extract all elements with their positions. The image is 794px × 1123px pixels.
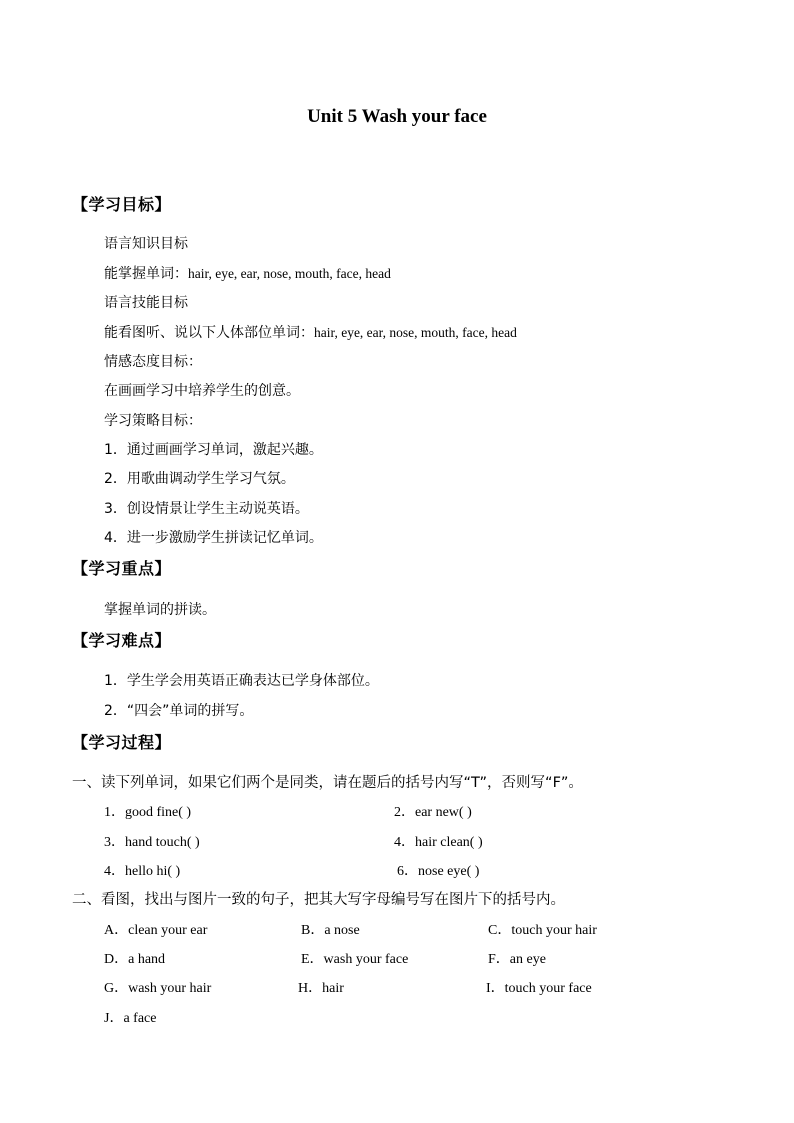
exercise2-option: G．wash your hair — [104, 981, 212, 996]
key-points-text: 掌握单词的拼读。 — [104, 602, 216, 618]
difficulties-heading: 【学习难点】 — [72, 631, 172, 650]
key-points-heading: 【学习重点】 — [72, 559, 172, 578]
exercise2-option: D．a hand — [104, 952, 166, 967]
strategy-item: 1．通过画画学习单词，激起兴趣。 — [104, 442, 323, 458]
exercise1-item: 3．hand touch( ) — [104, 835, 200, 850]
objectives-heading: 【学习目标】 — [72, 195, 172, 214]
difficulty-item: 1．学生学会用英语正确表达已学身体部位。 — [104, 673, 379, 689]
exercise1-item: 1．good fine( ) — [104, 805, 192, 820]
knowledge-prefix: 能掌握单词： — [104, 266, 188, 282]
attitude-text: 在画画学习中培养学生的创意。 — [104, 383, 300, 399]
exercise2-option: I．touch your face — [486, 981, 592, 996]
exercise1-item: 4．hair clean( ) — [394, 835, 483, 850]
exercise2-option: J．a face — [104, 1011, 157, 1026]
exercise1-instruction: 一、读下列单词，如果它们两个是同类，请在题后的括号内写“T”，否则写“F”。 — [72, 775, 583, 791]
knowledge-label: 语言知识目标 — [104, 236, 188, 252]
exercise1-item: 6．nose eye( ) — [397, 864, 480, 879]
page-title: Unit 5 Wash your face — [307, 106, 487, 127]
strategy-item: 2．用歌曲调动学生学习气氛。 — [104, 471, 295, 487]
skill-words: hair, eye, ear, nose, mouth, face, head — [314, 325, 517, 340]
strategy-item: 3．创设情景让学生主动说英语。 — [104, 501, 309, 517]
exercise2-instruction: 二、看图，找出与图片一致的句子，把其大写字母编号写在图片下的括号内。 — [72, 892, 565, 908]
process-heading: 【学习过程】 — [72, 733, 172, 752]
exercise2-option: E．wash your face — [301, 952, 409, 967]
skill-line — [104, 322, 517, 342]
exercise1-item: 4．hello hi( ) — [104, 864, 181, 879]
knowledge-words: hair, eye, ear, nose, mouth, face, head — [188, 266, 391, 281]
strategy-item: 4．进一步激励学生拼读记忆单词。 — [104, 530, 323, 546]
attitude-label: 情感态度目标： — [104, 354, 202, 370]
knowledge-line — [104, 263, 391, 283]
skill-label: 语言技能目标 — [104, 295, 188, 311]
exercise2-option: B．a nose — [301, 923, 360, 938]
skill-prefix: 能看图听、说以下人体部位单词： — [104, 325, 314, 341]
exercise2-option: H．hair — [298, 981, 344, 996]
strategy-label: 学习策略目标： — [104, 413, 202, 429]
difficulty-item: 2．“四会”单词的拼写。 — [104, 703, 254, 719]
exercise1-item: 2．ear new( ) — [394, 805, 472, 820]
exercise2-option: C．touch your hair — [488, 923, 597, 938]
exercise2-option: F．an eye — [488, 952, 546, 967]
exercise2-option: A．clean your ear — [104, 923, 208, 938]
